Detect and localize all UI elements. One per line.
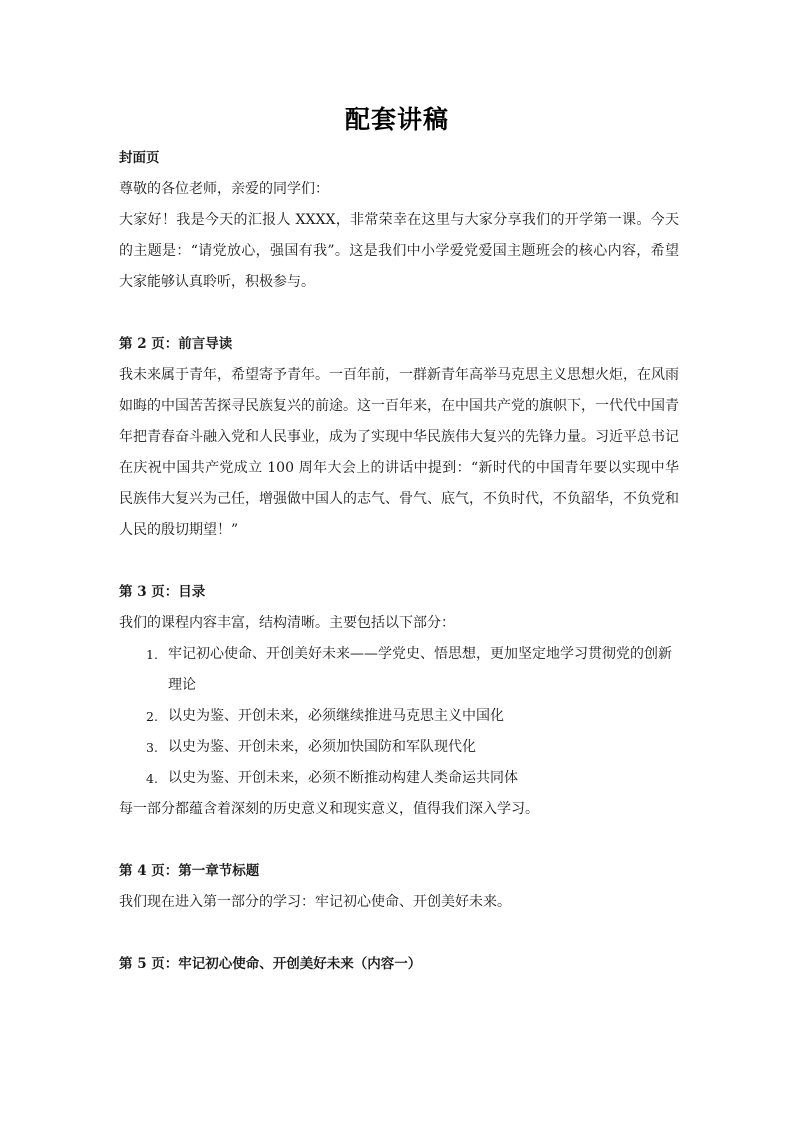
list-item-number: 4. — [146, 771, 158, 786]
list-item-text: 以史为鉴、开创未来，必须继续推进马克思主义中国化 — [168, 708, 504, 724]
spacer — [119, 825, 679, 856]
list-item-number: 2. — [146, 709, 158, 724]
section-heading: 第 5 页：牢记初心使命、开创美好未来（内容一） — [119, 956, 422, 972]
paragraph: 我们的课程内容丰富，结构清晰。主要包括以下部分： — [119, 615, 455, 631]
section-heading: 第 2 页：前言导读 — [119, 336, 233, 352]
paragraph: 我未来属于青年，希望寄予青年。一百年前，一群新青年高举马克思主义思想火炬，在风雨如晦的中国苦苦探寻民族复兴的前途。这一百年来，在中国共产党的旗帜下，一代代中国青年把青春奋斗融入党和人民事业，成为了实现中华民族伟大复兴的先锋力量。习近平总书记在庆祝中国共产党成立 100 周年大会上的讲话中提到：“新时代的中国青年要以实现中华民族伟大复兴为己任，增强做中国人的志气、骨气、底气，不负时代，不负韶华，不负党和人民的殷切期望！” — [119, 367, 679, 538]
spacer — [119, 298, 679, 329]
paragraph: 大家好！我是今天的汇报人 XXXX，非常荣幸在这里与大家分享我们的开学第一课。今天的主题是：“请党放心，强国有我”。这是我们中小学爱党爱国主题班会的核心内容，希望大家能够认真聆听，积极参与。 — [119, 212, 679, 290]
spacer — [119, 546, 679, 577]
paragraph: 我们现在进入第一部分的学习：牢记初心使命、开创美好未来。 — [119, 894, 511, 910]
section-preface — [119, 329, 679, 546]
list-item-text: 以史为鉴、开创未来，必须不断推动构建人类命运共同体 — [168, 770, 518, 786]
document-body — [119, 143, 679, 980]
section-heading: 封面页 — [119, 150, 160, 166]
list-item — [146, 763, 679, 794]
document-title: 配套讲稿 — [344, 105, 449, 134]
section-chapter-one — [119, 856, 679, 918]
section-heading: 第 4 页：第一章节标题 — [119, 863, 260, 879]
section-heading: 第 3 页：目录 — [119, 584, 206, 600]
list-item-number: 3. — [146, 740, 158, 755]
list-item-number: 1. — [146, 647, 158, 662]
list-item-text: 以史为鉴、开创未来，必须加快国防和军队现代化 — [168, 739, 476, 755]
list-item — [146, 701, 679, 732]
contents-list — [119, 639, 679, 794]
section-cover — [119, 143, 679, 298]
section-content-one — [119, 949, 679, 980]
paragraph: 尊敬的各位老师，亲爱的同学们： — [119, 181, 329, 197]
list-item — [146, 732, 679, 763]
list-item — [146, 639, 679, 701]
list-item-text: 牢记初心使命、开创美好未来——学党史、悟思想，更加坚定地学习贯彻党的创新理论 — [168, 646, 672, 693]
spacer — [119, 918, 679, 949]
section-contents — [119, 577, 679, 825]
paragraph: 每一部分都蕴含着深刻的历史意义和现实意义，值得我们深入学习。 — [119, 801, 539, 817]
